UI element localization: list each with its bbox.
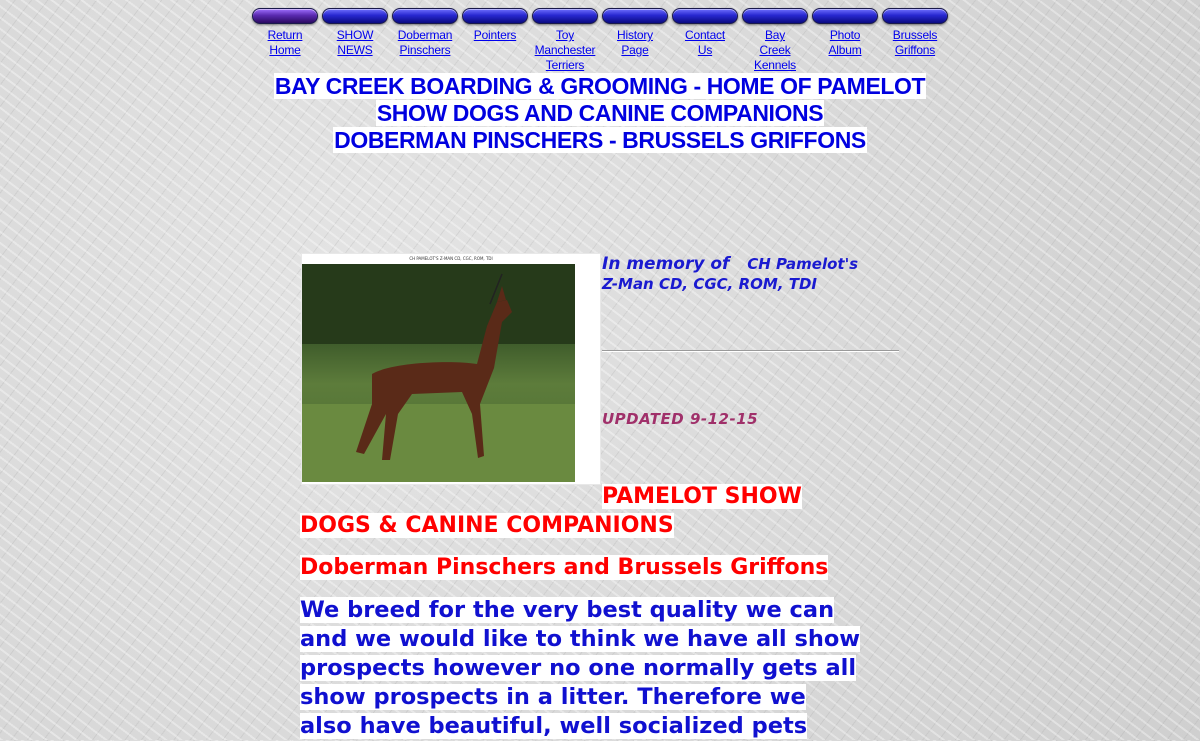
nav-link-contact-us[interactable]: Contact Us — [685, 28, 725, 57]
nav-button-graphic[interactable] — [602, 8, 668, 24]
updated-date: UPDATED 9-12-15 — [602, 410, 759, 428]
nav-toy-manchester-terriers[interactable] — [530, 8, 600, 73]
nav-doberman-pinschers[interactable] — [390, 8, 460, 58]
nav-link-show-news[interactable]: SHOW NEWS — [336, 28, 374, 57]
nav-show-news[interactable] — [320, 8, 390, 58]
horizontal-divider — [602, 350, 899, 352]
nav-bay-creek-kennels[interactable] — [740, 8, 810, 73]
nav-link-history-page[interactable]: History Page — [617, 28, 653, 57]
nav-link-photo-album[interactable]: Photo Album — [828, 28, 862, 57]
nav-button-graphic[interactable] — [742, 8, 808, 24]
intro-paragraph: We breed for the very best quality we can and we would like to think we have all show prospects however no one normally gets all show prospects in a litter. Therefore we also have beautiful, well socialized pets — [300, 597, 861, 739]
doberman-photo — [301, 253, 601, 485]
nav-link-bay-creek-kennels[interactable]: Bay Creek Kennels — [754, 28, 796, 72]
nav-link-brussels-griffons[interactable]: Brussels Griffons — [892, 28, 938, 57]
nav-link-return-home[interactable]: Return Home — [267, 28, 303, 57]
photo-scene — [302, 264, 575, 482]
nav-button-graphic[interactable] — [322, 8, 388, 24]
nav-link-pointers[interactable]: Pointers — [473, 28, 517, 42]
header-line-3: DOBERMAN PINSCHERS - BRUSSELS GRIFFONS — [334, 127, 866, 153]
nav-button-graphic[interactable] — [672, 8, 738, 24]
nav-contact-us[interactable] — [670, 8, 740, 58]
nav-pointers[interactable] — [460, 8, 530, 43]
nav-button-graphic[interactable] — [532, 8, 598, 24]
nav-brussels-griffons[interactable] — [880, 8, 950, 58]
nav-button-graphic[interactable] — [882, 8, 948, 24]
memorial-text: In memory of CH Pamelot's Z-Man CD, CGC, ROM, TDI — [602, 254, 859, 293]
heading-part-1: PAMELOT SHOW — [602, 484, 802, 509]
nav-button-graphic[interactable] — [462, 8, 528, 24]
nav-photo-album[interactable] — [810, 8, 880, 58]
nav-link-doberman-pinschers[interactable]: Doberman Pinschers — [397, 28, 453, 57]
nav-button-graphic[interactable] — [812, 8, 878, 24]
photo-caption: CH PAMELOT'S Z-MAN CD, CGC, ROM, TDI — [409, 256, 493, 261]
header-line-1: BAY CREEK BOARDING & GROOMING - HOME OF PAMELOT — [274, 73, 926, 99]
heading-part-2: DOGS & CANINE COMPANIONS — [300, 513, 674, 538]
nav-return-home[interactable] — [250, 8, 320, 58]
nav-history-page[interactable] — [600, 8, 670, 58]
nav-button-graphic[interactable] — [392, 8, 458, 24]
nav-button-graphic[interactable] — [252, 8, 318, 24]
header-line-2: SHOW DOGS AND CANINE COMPANIONS — [376, 100, 824, 126]
nav-link-toy-manchester-terriers[interactable]: Toy Manchester Terriers — [534, 28, 596, 72]
subheading: Doberman Pinschers and Brussels Griffons — [300, 555, 829, 580]
top-navigation — [250, 8, 950, 72]
doberman-silhouette-image — [302, 264, 575, 482]
